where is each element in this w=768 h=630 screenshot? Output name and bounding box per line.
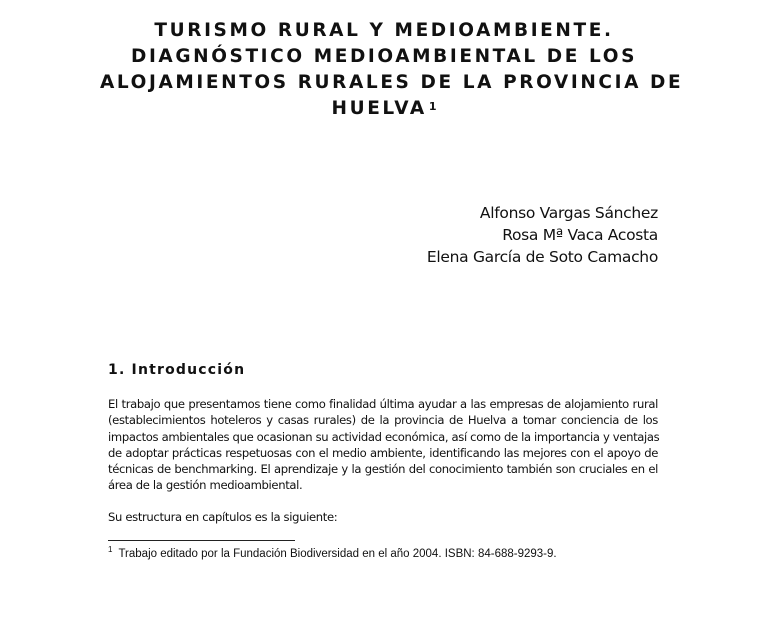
- title-line-3: ALOJAMIENTOS RURALES DE LA PROVINCIA DE: [100, 72, 684, 93]
- footnote-text: Trabajo editado por la Fundación Biodiversidad en el año 2004. ISBN: 84-688-9293-9.: [118, 548, 557, 560]
- title-line-4-text: HUELVA: [331, 98, 427, 119]
- section-heading: 1. Introducción: [108, 362, 246, 378]
- paragraph-line: (establecimientos hoteleros y casas rurales) de la provincia de Huelva a tomar conciencia de los: [108, 413, 658, 428]
- paper-title: [100, 18, 684, 124]
- paragraph-line: impactos ambientales que ocasionan su actividad económica, así como de la importancia y ventajas: [108, 429, 660, 444]
- title-line-2: DIAGNÓSTICO MEDIOAMBIENTAL DE LOS: [130, 46, 637, 67]
- footnote-divider: [108, 540, 295, 541]
- footnote: [108, 545, 557, 560]
- title-line-1: TURISMO RURAL Y MEDIOAMBIENTE.: [154, 20, 614, 41]
- paragraph-line: de adoptar prácticas respetuosas con el medio ambiente, identificando las mejores con el apoyo de: [108, 445, 658, 460]
- author-list: [427, 202, 658, 268]
- author-2: Rosa Mª Vaca Acosta: [502, 226, 658, 244]
- title-footnote-ref: 1: [428, 100, 437, 113]
- paragraph-line: El trabajo que presentamos tiene como finalidad última ayudar a las empresas de alojamiento rural: [108, 397, 658, 411]
- footnote-mark: 1: [108, 545, 113, 554]
- title-line-4: [100, 96, 668, 124]
- paragraph-line: área de la gestión medioambiental.: [108, 478, 303, 493]
- author-1: Alfonso Vargas Sánchez: [479, 204, 658, 222]
- author-3: Elena García de Soto Camacho: [426, 248, 658, 266]
- intro-paragraph: [108, 396, 658, 494]
- paragraph-line: técnicas de benchmarking. El aprendizaje y la gestión del conocimiento también son cruciales en el: [108, 462, 658, 477]
- structure-intro-line: Su estructura en capítulos es la siguiente:: [108, 510, 338, 524]
